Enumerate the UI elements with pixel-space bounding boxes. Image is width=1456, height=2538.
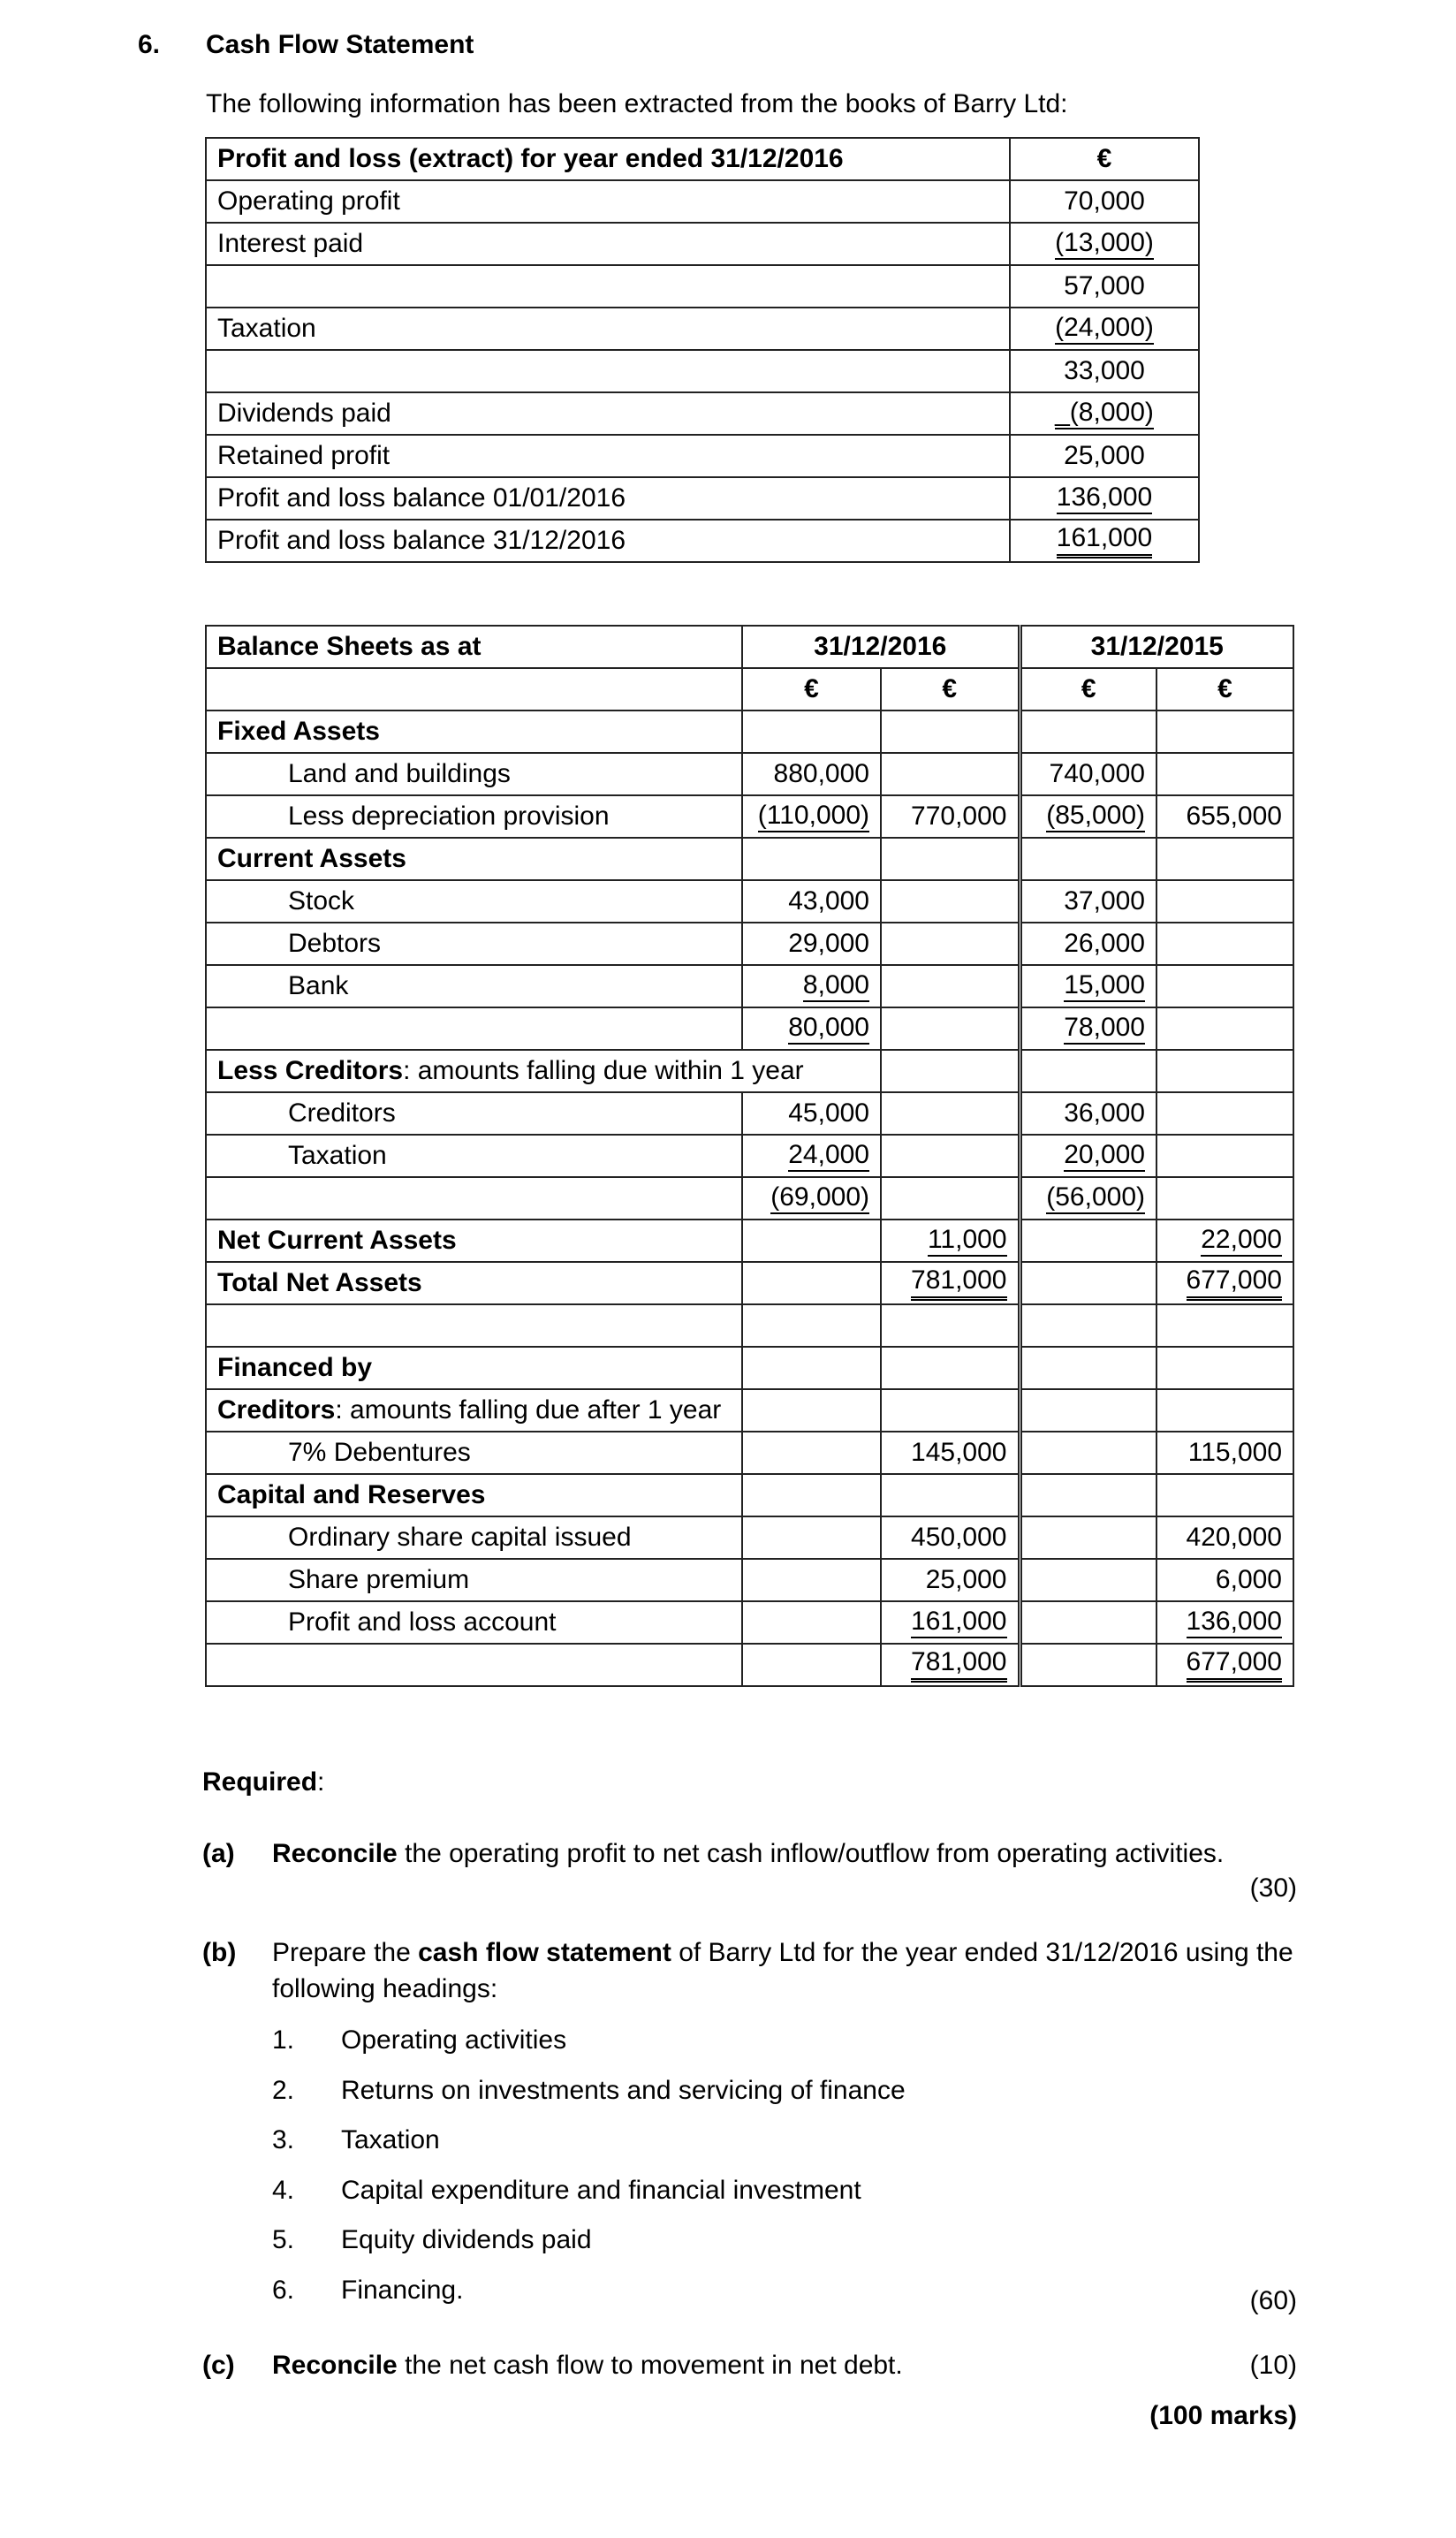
bs-row — [206, 1347, 1293, 1389]
pl-row — [206, 180, 1199, 223]
pl-row-label: Interest paid — [206, 223, 1010, 265]
heading-item-number: 1. — [272, 2025, 295, 2055]
total-2016: 781,000 — [911, 1647, 1006, 1683]
heading-item-text: Operating activities — [341, 2025, 567, 2055]
stock-2016: 43,000 — [788, 885, 869, 916]
land-label: Land and buildings — [206, 753, 742, 795]
pl-row — [206, 392, 1199, 435]
part-a-text: Reconcile the operating profit to net cash inflow/outflow from operating activities. — [272, 1839, 1225, 1868]
debtors-2015: 26,000 — [1064, 928, 1145, 958]
heading-item-number: 5. — [272, 2225, 295, 2254]
dep-2016: (110,000) — [758, 801, 869, 833]
heading-item-text: Equity dividends paid — [341, 2225, 592, 2254]
heading-item-text: Returns on investments and servicing of finance — [341, 2075, 906, 2105]
bs-header: Balance Sheets as at — [206, 626, 742, 668]
bs-row — [206, 923, 1293, 965]
pl-row-value: 136,000 — [1057, 483, 1152, 515]
share-cap-2015: 420,000 — [1186, 1522, 1282, 1552]
share-cap-label: Ordinary share capital issued — [206, 1516, 742, 1559]
pl-header: Profit and loss (extract) for year ended 31/12/2016 — [206, 138, 1010, 180]
required-heading: Required: — [202, 1767, 325, 1797]
bs-row — [206, 710, 1293, 753]
stock-label: Stock — [206, 880, 742, 923]
part-b-marks: (60) — [1249, 2286, 1297, 2315]
pl-row-value: 33,000 — [1064, 355, 1145, 385]
total-2015: 677,000 — [1187, 1647, 1282, 1683]
heading-item-number: 3. — [272, 2125, 295, 2154]
bs-currency: € — [1020, 668, 1156, 710]
financed-by-heading: Financed by — [206, 1347, 742, 1389]
tna-2016: 781,000 — [911, 1265, 1006, 1301]
nbv-2015: 655,000 — [1186, 801, 1282, 831]
pl-header-row — [206, 138, 1199, 180]
pl-row-value: 57,000 — [1064, 270, 1145, 300]
heading-item-number: 4. — [272, 2175, 295, 2205]
bs-row — [206, 1474, 1293, 1516]
share-prem-2016: 25,000 — [925, 1564, 1007, 1594]
tna-label: Total Net Assets — [206, 1262, 742, 1304]
creditors-label: Creditors — [206, 1092, 742, 1135]
pl-row-label: Profit and loss balance 31/12/2016 — [206, 520, 1010, 562]
bs-row — [206, 1220, 1293, 1262]
bs-row — [206, 753, 1293, 795]
pl-account-2016: 161,000 — [911, 1607, 1006, 1639]
ca-total-2016: 80,000 — [788, 1013, 869, 1045]
debentures-label: 7% Debentures — [206, 1432, 742, 1474]
pl-row-value: _(8,000) — [1055, 398, 1154, 430]
bs-row — [206, 1304, 1293, 1347]
pl-currency: € — [1010, 138, 1199, 180]
pl-row — [206, 223, 1199, 265]
bank-2015: 15,000 — [1064, 970, 1145, 1003]
cl-total-2015: (56,000) — [1046, 1182, 1145, 1215]
total-marks: (100 marks) — [1149, 2401, 1297, 2430]
heading-item-number: 2. — [272, 2075, 295, 2105]
debtors-label: Debtors — [206, 923, 742, 965]
question-number: 6. — [138, 30, 161, 59]
fixed-assets-heading: Fixed Assets — [206, 710, 742, 753]
tna-2015: 677,000 — [1187, 1265, 1282, 1301]
bs-row — [206, 1559, 1293, 1601]
pl-row — [206, 350, 1199, 392]
bs-row — [206, 1007, 1293, 1050]
bs-row — [206, 965, 1293, 1007]
bs-row — [206, 1262, 1293, 1304]
nca-label: Net Current Assets — [206, 1220, 742, 1262]
pl-row — [206, 308, 1199, 350]
pl-row-label — [206, 265, 1010, 308]
pl-row-value: (24,000) — [1055, 313, 1154, 346]
bs-header-row — [206, 626, 1293, 668]
taxation-2015: 20,000 — [1064, 1140, 1145, 1173]
bs-year-2015: 31/12/2015 — [1020, 626, 1293, 668]
pl-row-value: 161,000 — [1057, 523, 1152, 559]
share-prem-label: Share premium — [206, 1559, 742, 1601]
pl-row-value: 70,000 — [1064, 186, 1145, 216]
less-creditors-heading: Less Creditors: amounts falling due within 1 year — [206, 1050, 881, 1092]
nca-2016: 11,000 — [928, 1225, 1007, 1258]
debtors-2016: 29,000 — [788, 928, 869, 958]
creditors-2016: 45,000 — [788, 1098, 869, 1128]
share-prem-2015: 6,000 — [1215, 1564, 1282, 1594]
capital-heading: Capital and Reserves — [206, 1474, 742, 1516]
stock-2015: 37,000 — [1064, 885, 1145, 916]
bs-currency: € — [1156, 668, 1293, 710]
profit-loss-table — [205, 137, 1200, 563]
pl-account-label: Profit and loss account — [206, 1601, 742, 1644]
pl-row — [206, 435, 1199, 477]
part-a-marks: (30) — [1249, 1873, 1297, 1903]
bs-row — [206, 795, 1293, 838]
bs-row — [206, 1432, 1293, 1474]
bs-row — [206, 1601, 1293, 1644]
part-c-marks: (10) — [1249, 2351, 1297, 2380]
heading-item-text: Taxation — [341, 2125, 440, 2154]
bs-currency: € — [742, 668, 881, 710]
bank-label: Bank — [206, 965, 742, 1007]
pl-account-2015: 136,000 — [1187, 1607, 1282, 1639]
current-assets-heading: Current Assets — [206, 838, 742, 880]
pl-row-label: Profit and loss balance 01/01/2016 — [206, 477, 1010, 520]
heading-item-number: 6. — [272, 2275, 295, 2305]
pl-row-label: Retained profit — [206, 435, 1010, 477]
pl-row-value: 25,000 — [1064, 440, 1145, 470]
pl-row — [206, 477, 1199, 520]
pl-row-value: (13,000) — [1055, 228, 1154, 261]
balance-sheet-table — [205, 625, 1294, 1687]
heading-item-text: Financing. — [341, 2275, 464, 2305]
bs-row — [206, 838, 1293, 880]
part-b-text-line2: following headings: — [272, 1974, 498, 2003]
land-2015: 740,000 — [1049, 758, 1145, 788]
bs-row — [206, 1644, 1293, 1686]
taxation-2016: 24,000 — [788, 1140, 869, 1173]
pl-row-label: Dividends paid — [206, 392, 1010, 435]
part-c-label: (c) — [202, 2351, 235, 2380]
bs-row — [206, 1092, 1293, 1135]
bs-row — [206, 1050, 1293, 1092]
part-a-label: (a) — [202, 1839, 235, 1868]
part-b-label: (b) — [202, 1938, 237, 1967]
pl-row-label: Operating profit — [206, 180, 1010, 223]
debentures-2015: 115,000 — [1187, 1437, 1282, 1467]
dep-2015: (85,000) — [1046, 801, 1145, 833]
bs-row — [206, 1516, 1293, 1559]
pl-row — [206, 265, 1199, 308]
nca-2015: 22,000 — [1201, 1225, 1282, 1258]
part-c-text: Reconcile the net cash flow to movement in net debt. — [272, 2351, 903, 2380]
bank-2016: 8,000 — [803, 970, 869, 1003]
bs-row — [206, 880, 1293, 923]
creditors-2015: 36,000 — [1064, 1098, 1145, 1128]
question-title: Cash Flow Statement — [206, 30, 474, 59]
nbv-2016: 770,000 — [911, 801, 1007, 831]
part-b-text: Prepare the cash flow statement of Barry Ltd for the year ended 31/12/2016 using the — [272, 1938, 1293, 1967]
bs-currency: € — [881, 668, 1020, 710]
bs-year-2016: 31/12/2016 — [742, 626, 1020, 668]
share-cap-2016: 450,000 — [911, 1522, 1007, 1552]
taxation-label: Taxation — [206, 1135, 742, 1177]
land-2016: 880,000 — [773, 758, 869, 788]
bs-currency-row — [206, 668, 1293, 710]
debentures-2016: 145,000 — [911, 1437, 1007, 1467]
ca-total-2015: 78,000 — [1064, 1013, 1145, 1045]
cl-total-2016: (69,000) — [770, 1182, 869, 1215]
dep-label: Less depreciation provision — [206, 795, 742, 838]
intro-text: The following information has been extracted from the books of Barry Ltd: — [206, 89, 1068, 118]
pl-row-label: Taxation — [206, 308, 1010, 350]
pl-row — [206, 520, 1199, 562]
bs-row — [206, 1389, 1293, 1432]
creditors-after-heading: Creditors: amounts falling due after 1 year — [206, 1389, 742, 1432]
bs-row — [206, 1177, 1293, 1220]
bs-row — [206, 1135, 1293, 1177]
pl-row-label — [206, 350, 1010, 392]
heading-item-text: Capital expenditure and financial investment — [341, 2175, 861, 2205]
